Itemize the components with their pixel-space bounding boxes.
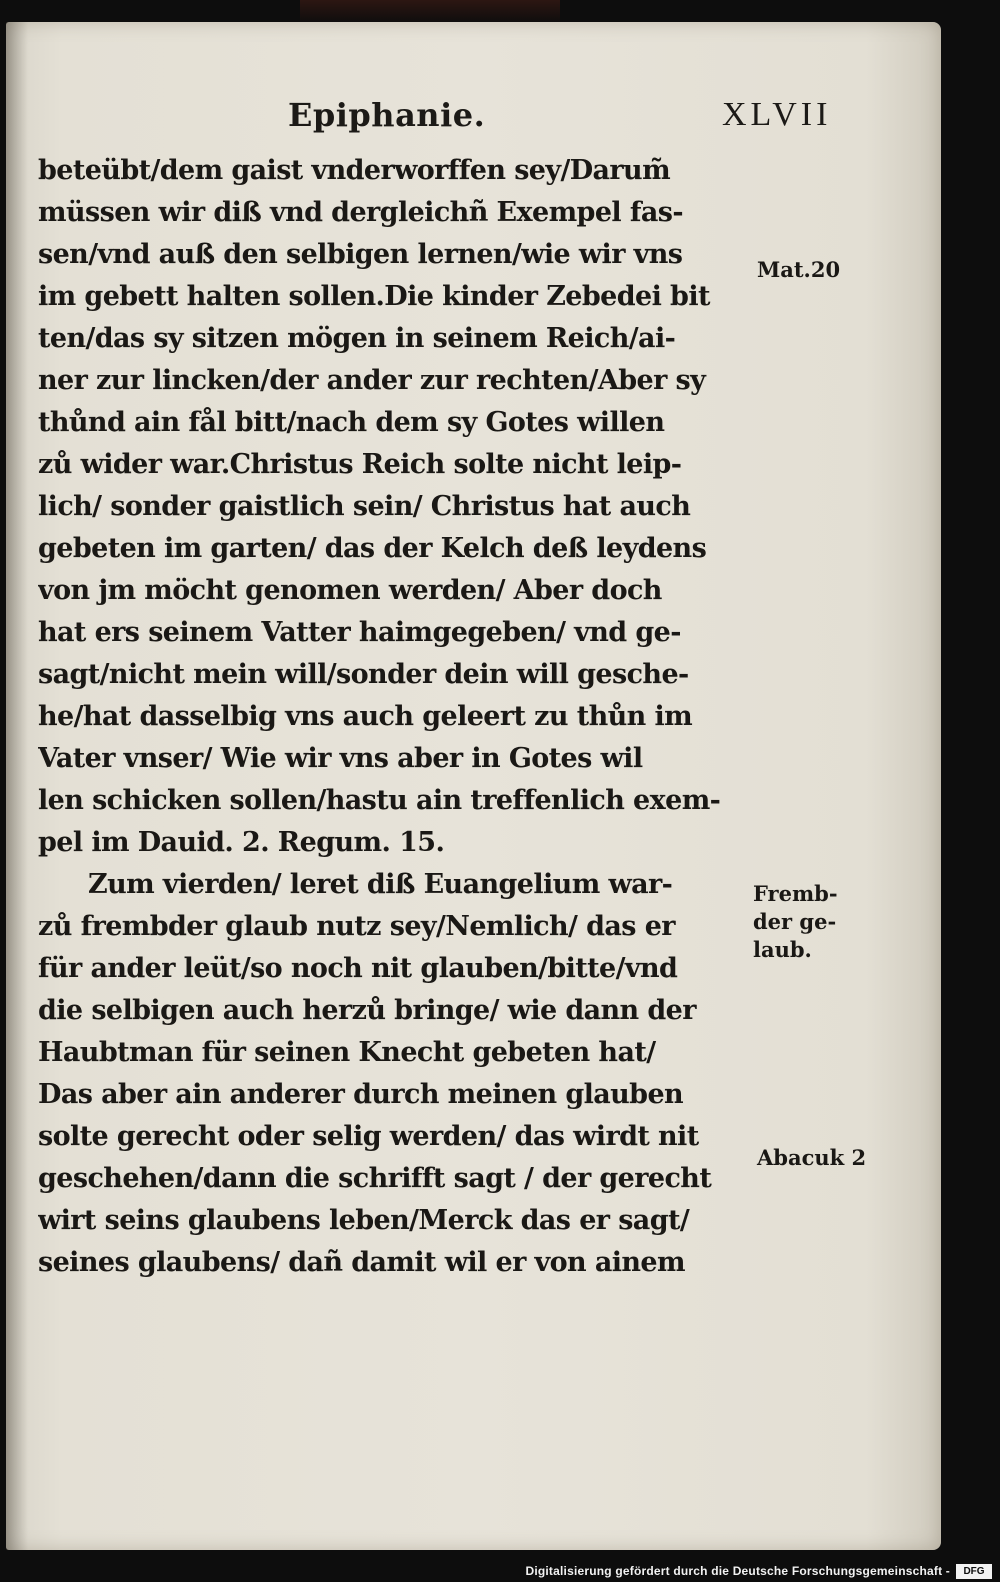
text-line: wirt seins glaubens leben/Merck das er sagt/ [38,1205,690,1236]
margin-note-line: laub. [753,937,812,962]
text-line: Vater vnser/ Wie wir vns aber in Gotes wil [38,743,643,774]
running-title: Epiphanie. [288,96,486,134]
text-line: sen/vnd auß den selbigen lernen/wie wir vns [38,239,683,270]
text-line: Das aber ain anderer durch meinen glauben [38,1079,684,1110]
text-line: im gebett halten sollen.Die kinder Zebedei bit [38,281,710,312]
text-line: zů frembder glaub nutz sey/Nemlich/ das er [38,911,675,942]
text-line: pel im Dauid. 2. Regum. 15. [38,827,445,858]
text-line: zů wider war.Christus Reich solte nicht leip- [38,449,682,480]
text-line: geschehen/dann die schrifft sagt / der gerecht [38,1163,712,1194]
text-line: len schicken sollen/hastu ain treffenlich exem- [38,785,721,816]
text-line: gebeten im garten/ das der Kelch deß leydens [38,533,707,564]
folio-number: XLVII [722,96,832,133]
text-line: he/hat dasselbig vns auch geleert zu thůn im [38,701,693,732]
text-line: hat ers seinem Vatter haimgegeben/ vnd ge- [38,617,681,648]
text-line: sagt/nicht mein will/sonder dein will gesche- [38,659,689,690]
text-line: für ander leüt/so noch nit glauben/bitte/vnd [38,953,678,984]
text-line: von jm möcht genomen werden/ Aber doch [38,575,662,606]
margin-note-abacuk: Abacuk 2 [757,1145,867,1170]
text-line: thůnd ain fål bitt/nach dem sy Gotes willen [38,407,665,438]
text-line: müssen wir diß vnd dergleichñ Exempel fas- [38,197,683,228]
page-header [0,96,1000,146]
text-line: ten/das sy sitzen mögen in seinem Reich/ai- [38,323,676,354]
text-line: die selbigen auch herzů bringe/ wie dann der [38,995,696,1026]
text-line: beteübt/dem gaist vnderworffen sey/Darum̃ [38,155,671,186]
book-top-edge [300,0,560,24]
paragraph-start-line: Zum vierden/ leret diß Euangelium war- [88,869,673,900]
text-line: seines glaubens/ dañ damit wil er von ainem [38,1247,685,1278]
digitization-credit: Digitalisierung gefördert durch die Deutsche Forschungsgemeinschaft - [525,1564,950,1578]
margin-note-fremb [753,880,838,964]
margin-note-line: der ge- [753,909,837,934]
text-line: Haubtman für seinen Knecht gebeten hat/ [38,1037,656,1068]
text-line: ner zur lincken/der ander zur rechten/Aber sy [38,365,706,396]
margin-note-line: Fremb- [753,881,838,906]
dfg-logo: DFG [956,1564,992,1579]
body-text [38,150,744,1284]
margin-note-mat: Mat.20 [757,257,841,282]
spine-shadow [6,22,28,1550]
text-line: lich/ sonder gaistlich sein/ Christus hat auch [38,491,691,522]
text-line: solte gerecht oder selig werden/ das wirdt nit [38,1121,699,1152]
